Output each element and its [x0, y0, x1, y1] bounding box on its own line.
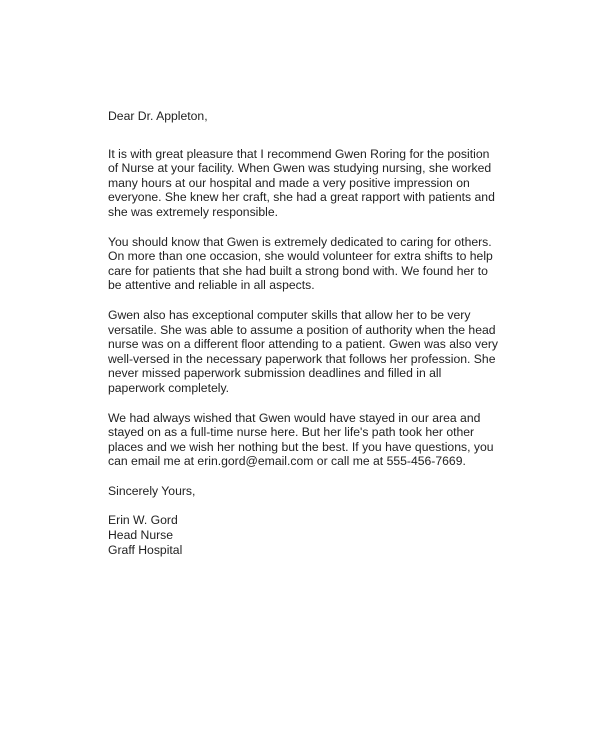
paragraph-skills [108, 308, 498, 396]
text-line: care for patients that she had built a strong bond with. We found her to [108, 263, 488, 278]
salutation: Dear Dr. Appleton, [108, 109, 208, 123]
text-line: she was extremely responsible. [108, 204, 279, 219]
signer-title: Head Nurse [108, 528, 174, 543]
text-line: Gwen also has exceptional computer skills that allow her to be very [108, 307, 471, 322]
text-line: stayed on as a full-time nurse here. But her life's path took her other [108, 425, 475, 440]
text-line: On more than one occasion, she would volunteer for extra shifts to help [108, 249, 493, 264]
paragraph-dedication [108, 235, 498, 293]
text-line: of Nurse at your facility. When Gwen was studying nursing, she worked [108, 161, 492, 176]
paragraph-recommendation [108, 147, 498, 220]
signer-name: Erin W. Gord [108, 513, 178, 528]
recommendation-letter [108, 109, 498, 557]
signer-organization: Graff Hospital [108, 542, 183, 557]
signature-block [108, 513, 498, 557]
text-line: It is with great pleasure that I recommend Gwen Roring for the position [108, 146, 490, 161]
text-line: be attentive and reliable in all aspects. [108, 278, 315, 293]
text-line: well-versed in the necessary paperwork that follows her profession. She [108, 351, 496, 366]
text-line: nurse was on a different floor attending to a patient. Gwen was also very [108, 337, 498, 352]
text-line: everyone. She knew her craft, she had a great rapport with patients and [108, 190, 495, 205]
text-line: many hours at our hospital and made a very positive impression on [108, 175, 470, 190]
text-line: paperwork completely. [108, 380, 230, 395]
text-line: We had always wished that Gwen would have stayed in our area and [108, 410, 481, 425]
text-line: You should know that Gwen is extremely dedicated to caring for others. [108, 234, 492, 249]
text-line: can email me at erin.gord@email.com or call me at 555-456-7669. [108, 454, 466, 469]
closing: Sincerely Yours, [108, 483, 196, 498]
text-line: versatile. She was able to assume a position of authority when the head [108, 322, 496, 337]
paragraph-contact [108, 411, 498, 469]
text-line: never missed paperwork submission deadlines and filled in all [108, 366, 442, 381]
text-line: places and we wish her nothing but the best. If you have questions, you [108, 439, 494, 454]
